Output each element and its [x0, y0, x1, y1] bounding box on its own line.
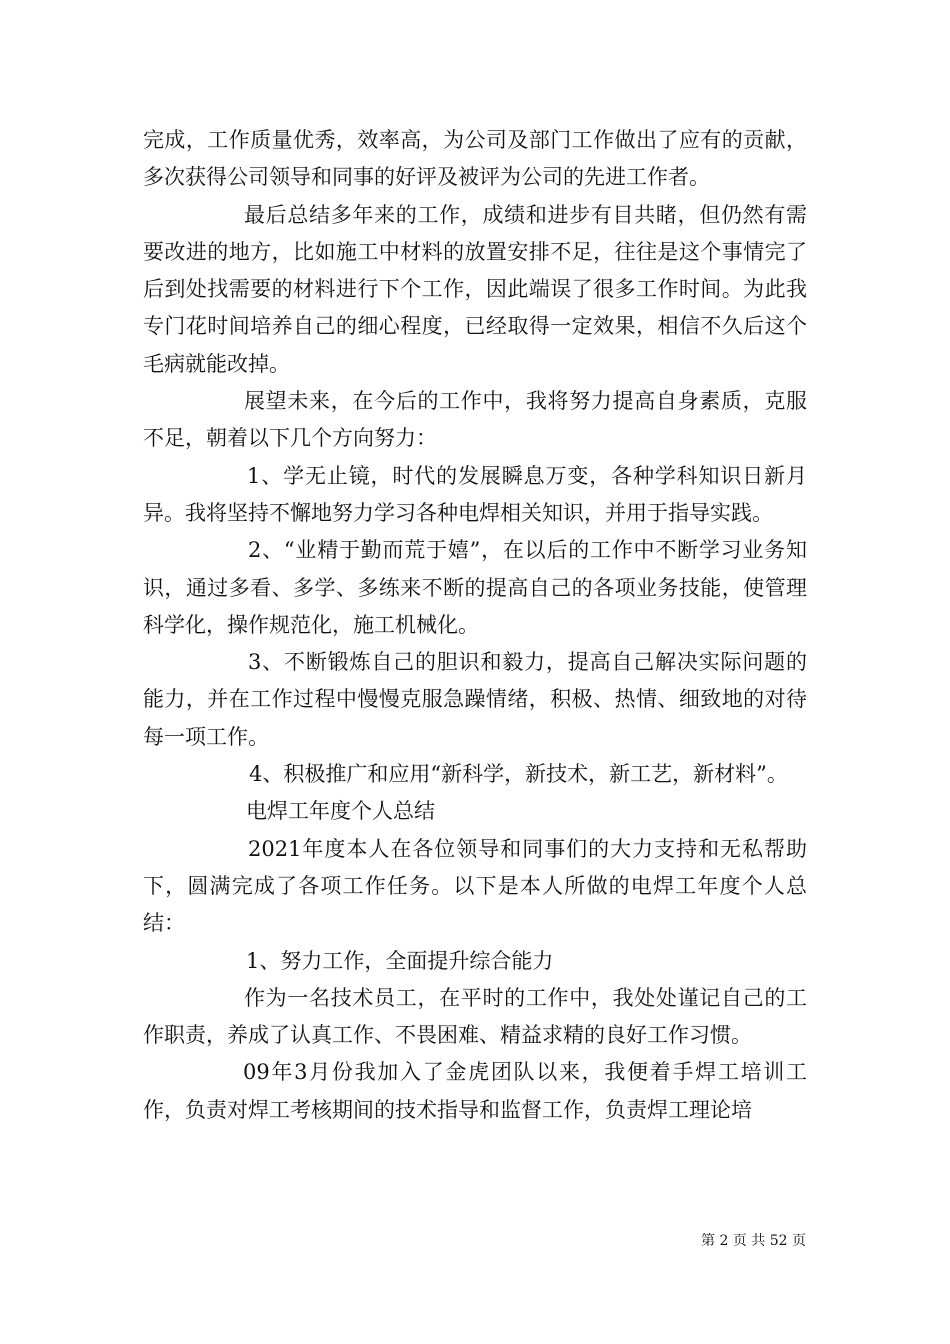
subheading-1: 1、努力工作，全面提升综合能力: [246, 948, 554, 973]
paragraph-training: 09年3月份我加入了金虎团队以来，我便着手焊工培训工作，负责对焊工考核期间的技术指导和监督工作，负责焊工理论培: [143, 1060, 807, 1122]
list-item-1: 1、学无止镜，时代的发展瞬息万变，各种学科知识日新月异。我将坚持不懈地努力学习各种电焊相关知识，并用于指导实践。: [143, 463, 807, 525]
paragraph-outlook: 展望未来，在今后的工作中，我将努力提高自身素质，克服不足，朝着以下几个方向努力：: [143, 389, 807, 451]
list-item-3: 3、不断锻炼自己的胆识和毅力，提高自己解决实际问题的能力，并在工作过程中慢慢克服急躁情绪，积极、热情、细致地的对待每一项工作。: [143, 650, 807, 749]
list-item-4: 4、积极推广和应用“新科学，新技术，新工艺，新材料”。: [249, 762, 788, 787]
section-title: 电焊工年度个人总结: [246, 799, 435, 824]
page-number: 第 2 页 共 52 页: [701, 1233, 806, 1249]
list-item-2: 2、“业精于勤而荒于嬉”，在以后的工作中不断学习业务知识，通过多看、多学、多练来不断的提高自己的各项业务技能，使管理科学化，操作规范化，施工机械化。: [143, 538, 807, 637]
paragraph-continuation: 完成，工作质量优秀，效率高，为公司及部门工作做出了应有的贡献，多次获得公司领导和同事的好评及被评为公司的先进工作者。: [143, 128, 807, 190]
paragraph-duties: 作为一名技术员工，在平时的工作中，我处处谨记自己的工作职责，养成了认真工作、不畏困难、精益求精的良好工作习惯。: [143, 985, 807, 1048]
paragraph-intro: 2021年度本人在各位领导和同事们的大力支持和无私帮助下，圆满完成了各项工作任务。以下是本人所做的电焊工年度个人总结：: [143, 836, 807, 936]
body-text: [143, 122, 807, 1129]
paragraph-conclusion: 最后总结多年来的工作，成绩和进步有目共睹，但仍然有需要改进的地方，比如施工中材料的放置安排不足，往往是这个事情完了后到处找需要的材料进行下个工作，因此端误了很多工作时间。为此我专门花时间培养自己的细心程度，已经取得一定效果，相信不久后这个毛病就能改掉。: [143, 202, 807, 376]
